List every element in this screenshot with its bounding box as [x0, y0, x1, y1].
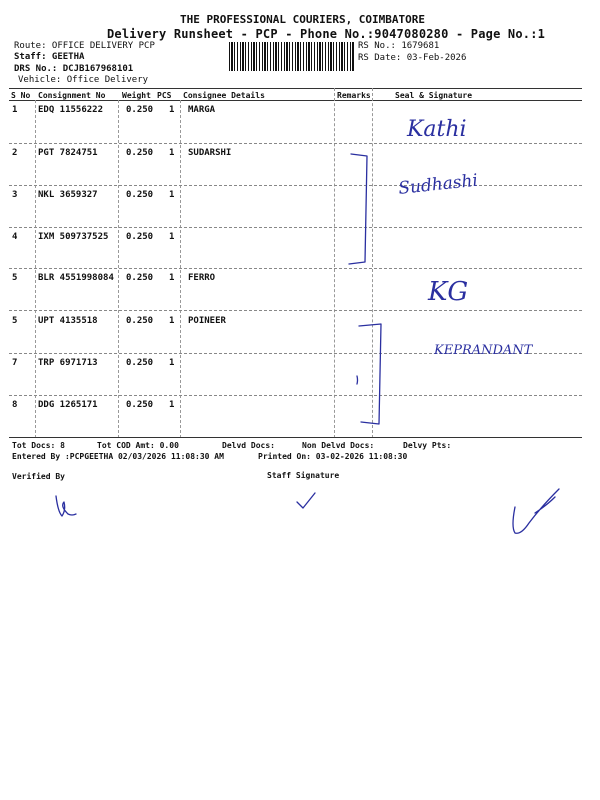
- row-weight: 0.250: [126, 316, 154, 326]
- rs-number: RS No.: 1679681: [358, 41, 440, 51]
- row-sno: 3: [12, 190, 18, 200]
- total-cod-amount: Tot COD Amt: 0.00: [97, 441, 179, 450]
- row-consignment: BLR 4551998084: [38, 273, 114, 283]
- runsheet-subtitle: Delivery Runsheet - PCP - Phone No.:9047080280 - Page No.:1: [107, 27, 546, 41]
- row-sno: 7: [12, 358, 18, 368]
- row-pcs: 1: [169, 358, 175, 368]
- row-consignee: SUDARSHI: [188, 148, 232, 158]
- staff-label: Staff: GEETHA: [14, 52, 85, 62]
- row-consignee: FERRO: [188, 273, 216, 283]
- column-divider: [118, 100, 119, 438]
- row-sno: 5: [12, 316, 18, 326]
- row-weight: 0.250: [126, 358, 154, 368]
- signature-kg: [426, 268, 476, 312]
- verified-signature: [50, 492, 80, 522]
- bracket-mark-lower: [355, 320, 389, 430]
- company-title: THE PROFESSIONAL COURIERS, COIMBATORE: [180, 13, 426, 26]
- non-delivered-docs: Non Delvd Docs:: [302, 441, 375, 450]
- row-pcs: 1: [169, 105, 175, 115]
- delivery-points: Delvy Pts:: [403, 441, 452, 450]
- row-pcs: 1: [169, 232, 175, 242]
- column-header-consignment: Consignment No: [38, 91, 106, 100]
- row-pcs: 1: [169, 400, 175, 410]
- verified-by-label: Verified By: [12, 472, 65, 481]
- handwriting-kg: KG: [428, 277, 469, 307]
- row-pcs: 1: [169, 316, 175, 326]
- printed-on: Printed On: 03-02-2026 11:08:30: [258, 452, 408, 461]
- table-header-rule: [9, 100, 582, 101]
- row-consignee: POINEER: [188, 316, 226, 326]
- row-consignment: NKL 3659327: [38, 190, 98, 200]
- row-rule: [9, 185, 582, 186]
- row-consignment: TRP 6971713: [38, 358, 98, 368]
- row-sno: 8: [12, 400, 18, 410]
- total-docs: Tot Docs: 8: [12, 441, 65, 450]
- column-divider: [180, 100, 181, 438]
- column-header-pcs: PCS: [157, 91, 172, 100]
- row-pcs: 1: [169, 148, 175, 158]
- receiver-signature: [505, 483, 565, 539]
- row-consignee: MARGA: [188, 105, 216, 115]
- row-weight: 0.250: [126, 148, 154, 158]
- row-rule: [9, 310, 582, 311]
- handwriting-sudhashi: Sudhashi: [397, 170, 479, 199]
- drs-number: DRS No.: DCJB167968101: [14, 64, 134, 74]
- staff-signature-label: Staff Signature: [267, 471, 340, 480]
- bracket-mark-upper: [345, 150, 375, 270]
- row-consignment: UPT 4135518: [38, 316, 98, 326]
- rs-date: RS Date: 03-Feb-2026: [358, 53, 467, 63]
- column-divider: [35, 100, 36, 438]
- row-weight: 0.250: [126, 400, 154, 410]
- staff-signature-tick: [294, 490, 318, 512]
- row-sno: 4: [12, 232, 18, 242]
- row-sno: 1: [12, 105, 18, 115]
- column-header-remarks: Remarks: [337, 91, 371, 100]
- row-weight: 0.250: [126, 273, 154, 283]
- signature-kepranpant: [432, 336, 542, 362]
- row-rule: [9, 143, 582, 144]
- delivered-docs: Delvd Docs:: [222, 441, 275, 450]
- route-label: Route: OFFICE DELIVERY PCP: [14, 41, 155, 51]
- barcode-image: [229, 42, 355, 71]
- row-consignment: DDG 1265171: [38, 400, 98, 410]
- handwriting-kepranpant: KEPRANDANT: [434, 343, 533, 358]
- table-bottom-rule: [9, 437, 582, 438]
- row-weight: 0.250: [126, 105, 154, 115]
- entered-by: Entered By :PCPGEETHA 02/03/2026 11:08:30 AM: [12, 452, 224, 461]
- vehicle-label: Vehicle: Office Delivery: [18, 75, 149, 85]
- row-weight: 0.250: [126, 232, 154, 242]
- row-sno: 2: [12, 148, 18, 158]
- row-sno: 5: [12, 273, 18, 283]
- column-header-consignee: Consignee Details: [183, 91, 265, 100]
- column-header-sno: S No: [11, 91, 31, 100]
- row-consignment: PGT 7824751: [38, 148, 98, 158]
- row-rule: [9, 395, 582, 396]
- handwriting-kathi: Kathi: [407, 117, 467, 142]
- table-top-rule: [9, 88, 582, 89]
- column-header-signature: Seal & Signature: [395, 91, 473, 100]
- row-rule: [9, 268, 582, 269]
- column-divider: [334, 88, 335, 438]
- row-consignment: IXM 509737525: [38, 232, 109, 242]
- row-pcs: 1: [169, 273, 175, 283]
- signature-kathi: [405, 112, 475, 148]
- row-pcs: 1: [169, 190, 175, 200]
- signature-sudhashi: [396, 162, 496, 202]
- column-header-weight: Weight: [122, 91, 151, 100]
- row-weight: 0.250: [126, 190, 154, 200]
- row-consignment: EDQ 11556222: [38, 105, 104, 115]
- row-rule: [9, 227, 582, 228]
